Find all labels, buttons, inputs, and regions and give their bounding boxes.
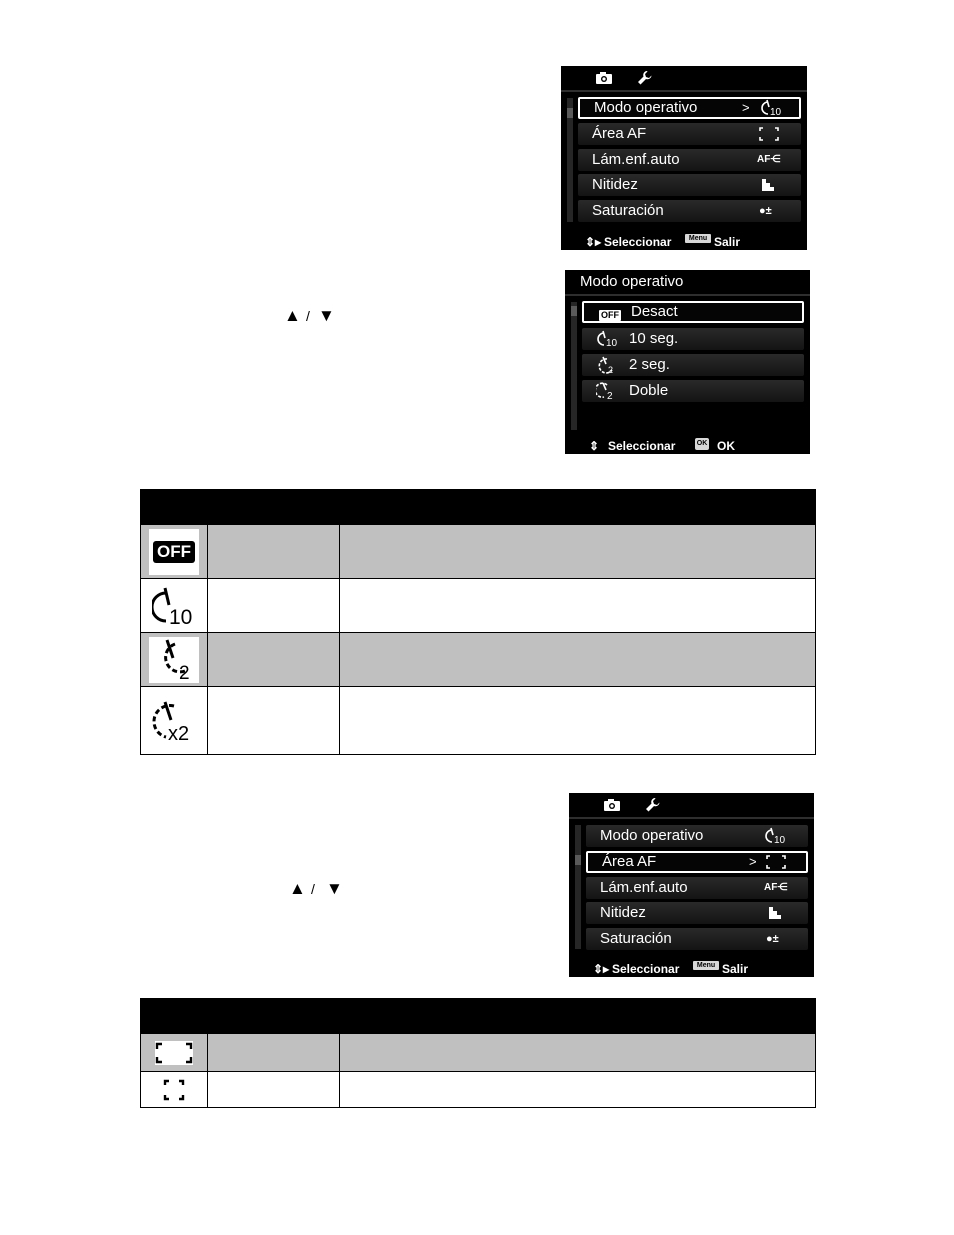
arrow-separator: /: [306, 308, 310, 324]
menu-button[interactable]: Menu: [685, 234, 711, 243]
camera-icon[interactable]: [603, 798, 621, 812]
menu-item-label: Nitidez: [592, 176, 638, 193]
menu-item-area-af[interactable]: [586, 851, 808, 873]
af-lamp-icon: AF⋲: [764, 882, 788, 893]
svg-text:10: 10: [606, 338, 618, 348]
footer-select-label: Seleccionar: [608, 439, 676, 453]
af-area-center-icon: [163, 1079, 185, 1101]
footer-exit-label: Salir: [722, 962, 749, 976]
off-icon: OFF: [149, 529, 199, 575]
table-row: [141, 1034, 816, 1072]
option-desact[interactable]: [582, 301, 804, 323]
drive-mode-table: [140, 489, 816, 755]
submenu-arrow: >: [742, 100, 750, 115]
camera-icon[interactable]: [595, 71, 613, 85]
af-area-center-icon: [766, 855, 786, 869]
camera-screen-modo-operativo: [565, 270, 810, 454]
menu-item-label: Saturación: [600, 930, 672, 947]
navigate-icon: ⇕▸: [585, 235, 602, 249]
menu-item-label: Saturación: [592, 202, 664, 219]
scrollbar-thumb[interactable]: [575, 855, 581, 865]
menu-item-saturacion[interactable]: [586, 928, 808, 950]
sharpness-icon: [768, 906, 782, 920]
af-area-wide-icon: [155, 1041, 193, 1065]
af-lamp-icon: AF⋲: [757, 154, 781, 165]
self-timer-10-icon: [760, 99, 782, 117]
menu-button[interactable]: Menu: [693, 961, 719, 970]
table-row: [141, 579, 816, 633]
self-timer-double-icon: [596, 382, 618, 400]
option-label: 2 seg.: [629, 356, 670, 373]
camera-screen-menu-2: [569, 793, 814, 977]
af-area-table: [140, 998, 816, 1108]
self-timer-double-icon: [150, 699, 198, 743]
svg-text:2: 2: [608, 365, 614, 374]
self-timer-2-icon: [149, 637, 199, 683]
menu-item-label: Lám.enf.auto: [592, 151, 680, 168]
option-2-seg[interactable]: [582, 354, 804, 376]
table-row: [141, 633, 816, 687]
table-header: [141, 999, 816, 1034]
svg-text:2: 2: [607, 391, 613, 400]
down-arrow-icon: ▼: [326, 879, 343, 898]
submenu-title: Modo operativo: [580, 273, 684, 290]
screen-footer: [561, 234, 807, 250]
self-timer-10-icon: [152, 585, 196, 627]
menu-item-area-af[interactable]: [578, 123, 801, 145]
footer-ok-label: OK: [717, 439, 735, 453]
navigate-icon: ⇕▸: [593, 962, 610, 976]
menu-tab-bar: [569, 793, 814, 817]
sharpness-icon: [761, 178, 775, 192]
footer-select-label: Seleccionar: [612, 962, 680, 976]
menu-item-label: Modo operativo: [600, 827, 704, 844]
wrench-icon[interactable]: [645, 797, 661, 813]
table-row: [141, 687, 816, 755]
svg-text:10: 10: [169, 605, 193, 627]
wrench-icon[interactable]: [637, 70, 653, 86]
self-timer-10-icon: [764, 827, 786, 845]
up-arrow-icon: ▲: [289, 879, 306, 898]
option-label: Desact: [631, 303, 678, 320]
ok-button[interactable]: OK: [695, 438, 709, 450]
menu-item-label: Nitidez: [600, 904, 646, 921]
self-timer-10-icon: [596, 330, 618, 348]
menu-item-label: Lám.enf.auto: [600, 879, 688, 896]
option-10-seg[interactable]: [582, 328, 804, 350]
self-timer-2-icon: [596, 356, 618, 374]
menu-tab-bar: [561, 66, 807, 90]
submenu-title-bar: [565, 270, 810, 294]
table-row: [141, 1072, 816, 1108]
saturation-icon: ●±: [766, 933, 779, 945]
svg-text:2: 2: [179, 662, 190, 683]
scrollbar[interactable]: [571, 302, 577, 430]
table-row: [141, 525, 816, 579]
submenu-arrow: >: [749, 854, 757, 869]
menu-item-lam-enf-auto[interactable]: [578, 149, 801, 171]
screen-footer: [569, 961, 814, 977]
menu-item-nitidez[interactable]: [586, 902, 808, 924]
menu-item-label: Área AF: [592, 125, 647, 142]
screen-footer: [565, 438, 810, 454]
up-arrow-icon: ▲: [284, 306, 301, 325]
off-icon: OFF: [601, 310, 619, 320]
scrollbar-thumb[interactable]: [567, 108, 573, 118]
camera-screen-menu-1: [561, 66, 807, 250]
down-arrow-icon: ▼: [318, 306, 335, 325]
option-label: 10 seg.: [629, 330, 679, 347]
af-area-center-icon: [759, 127, 779, 141]
option-label: Doble: [629, 382, 669, 399]
menu-item-label: Área AF: [602, 853, 657, 870]
svg-text:10: 10: [774, 835, 786, 845]
scrollbar-thumb[interactable]: [571, 306, 577, 316]
menu-item-modo-operativo[interactable]: [578, 97, 801, 119]
svg-text:10: 10: [770, 107, 782, 117]
menu-item-saturacion[interactable]: [578, 200, 801, 222]
menu-item-modo-operativo[interactable]: [586, 825, 808, 847]
up-down-icon: ⇕: [589, 439, 600, 453]
footer-exit-label: Salir: [714, 235, 741, 249]
option-doble[interactable]: [582, 380, 804, 402]
footer-select-label: Seleccionar: [604, 235, 672, 249]
menu-item-nitidez[interactable]: [578, 174, 801, 196]
svg-text:x2: x2: [168, 722, 190, 743]
saturation-icon: ●±: [759, 205, 772, 217]
scrollbar[interactable]: [575, 825, 581, 949]
menu-item-lam-enf-auto[interactable]: [586, 877, 808, 899]
arrow-separator: /: [311, 881, 315, 897]
table-header: [141, 490, 816, 525]
menu-item-label: Modo operativo: [594, 99, 698, 116]
